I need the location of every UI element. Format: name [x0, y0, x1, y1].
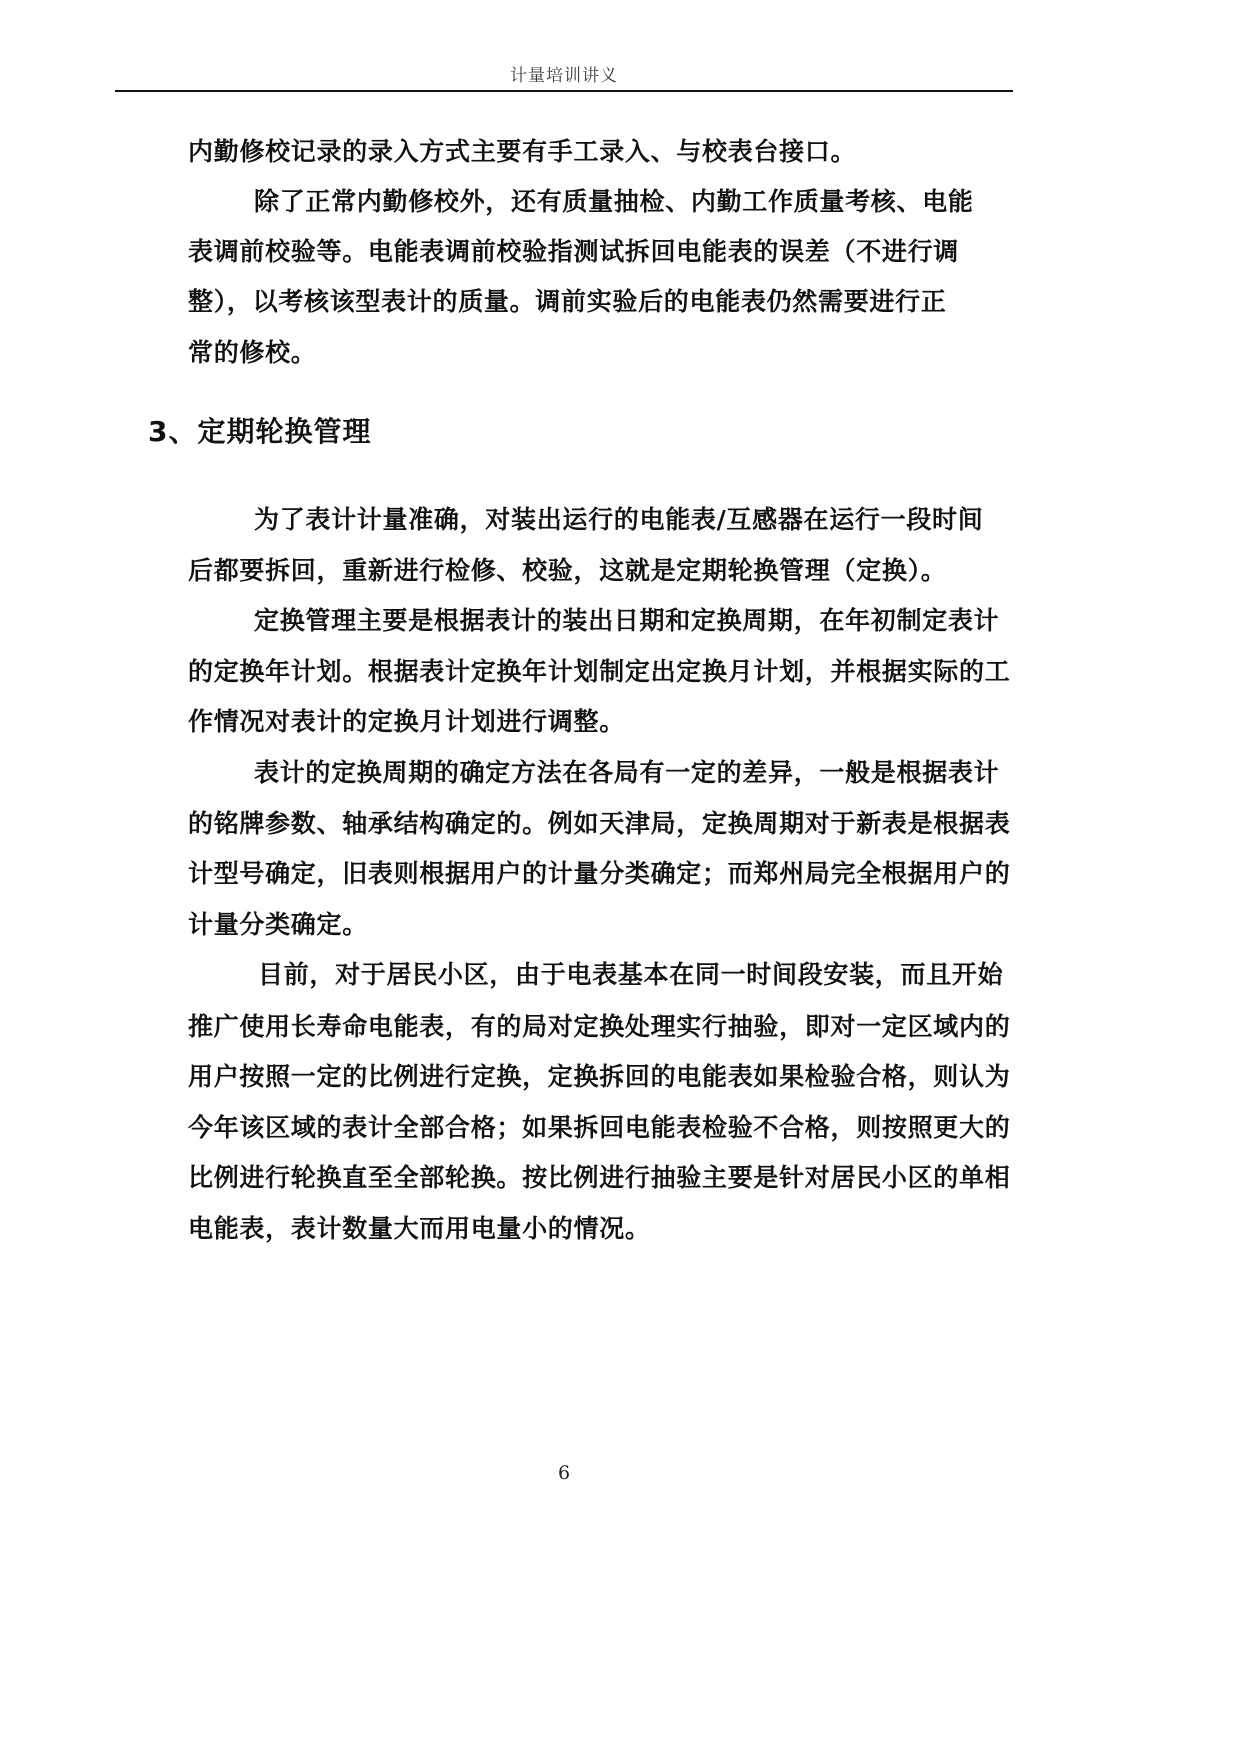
- paragraph-line: 整），以考核该型表计的质量。调前实验后的电能表仍然需要进行正: [188, 287, 947, 316]
- paragraph-line: 内勤修校记录的录入方式主要有手工录入、与校表台接口。: [188, 137, 857, 166]
- paragraph-line: 定换管理主要是根据表计的装出日期和定换周期，在年初制定表计: [254, 606, 1000, 635]
- paragraph-line: 推广使用长寿命电能表，有的局对定换处理实行抽验，即对一定区域内的: [188, 1012, 1011, 1041]
- paragraph-line: 今年该区域的表计全部合格；如果拆回电能表检验不合格，则按照更大的: [188, 1113, 1011, 1142]
- paragraph-line: 的铭牌参数、轴承结构确定的。例如天津局，定换周期对于新表是根据表: [188, 809, 1011, 838]
- header-rule: [115, 90, 1013, 92]
- paragraph-line: 表计的定换周期的确定方法在各局有一定的差异，一般是根据表计: [254, 758, 1000, 787]
- paragraph-line: 后都要拆回，重新进行检修、校验，这就是定期轮换管理（定换）。: [188, 556, 947, 585]
- running-header: 计量培训讲义: [510, 66, 618, 86]
- paragraph-line: 除了正常内勤修校外，还有质量抽检、内勤工作质量考核、电能: [254, 187, 974, 216]
- paragraph-line: 电能表，表计数量大而用电量小的情况。: [188, 1214, 651, 1243]
- paragraph-line: 表调前校验等。电能表调前校验指测试拆回电能表的误差（不进行调: [188, 237, 960, 266]
- paragraph-line: 的定换年计划。根据表计定换年计划制定出定换月计划，并根据实际的工: [188, 657, 1011, 686]
- paragraph-line: 计型号确定，旧表则根据用户的计量分类确定；而郑州局完全根据用户的: [188, 859, 1011, 888]
- paragraph-line: 用户按照一定的比例进行定换，定换拆回的电能表如果检验合格，则认为: [188, 1062, 1011, 1091]
- section-heading: 3、定期轮换管理: [148, 415, 372, 448]
- paragraph-line: 作情况对表计的定换月计划进行调整。: [188, 707, 625, 736]
- paragraph-line: 计量分类确定。: [188, 910, 368, 939]
- paragraph-line: 为了表计计量准确，对装出运行的电能表/互感器在运行一段时间: [254, 505, 984, 534]
- paragraph-line: 常的修校。: [188, 338, 317, 367]
- page-number: 6: [557, 1462, 571, 1484]
- paragraph-line: 比例进行轮换直至全部轮换。按比例进行抽验主要是针对居民小区的单相: [188, 1163, 1011, 1192]
- paragraph-line: 目前，对于居民小区，由于电表基本在同一时间段安装，而且开始: [258, 960, 1004, 989]
